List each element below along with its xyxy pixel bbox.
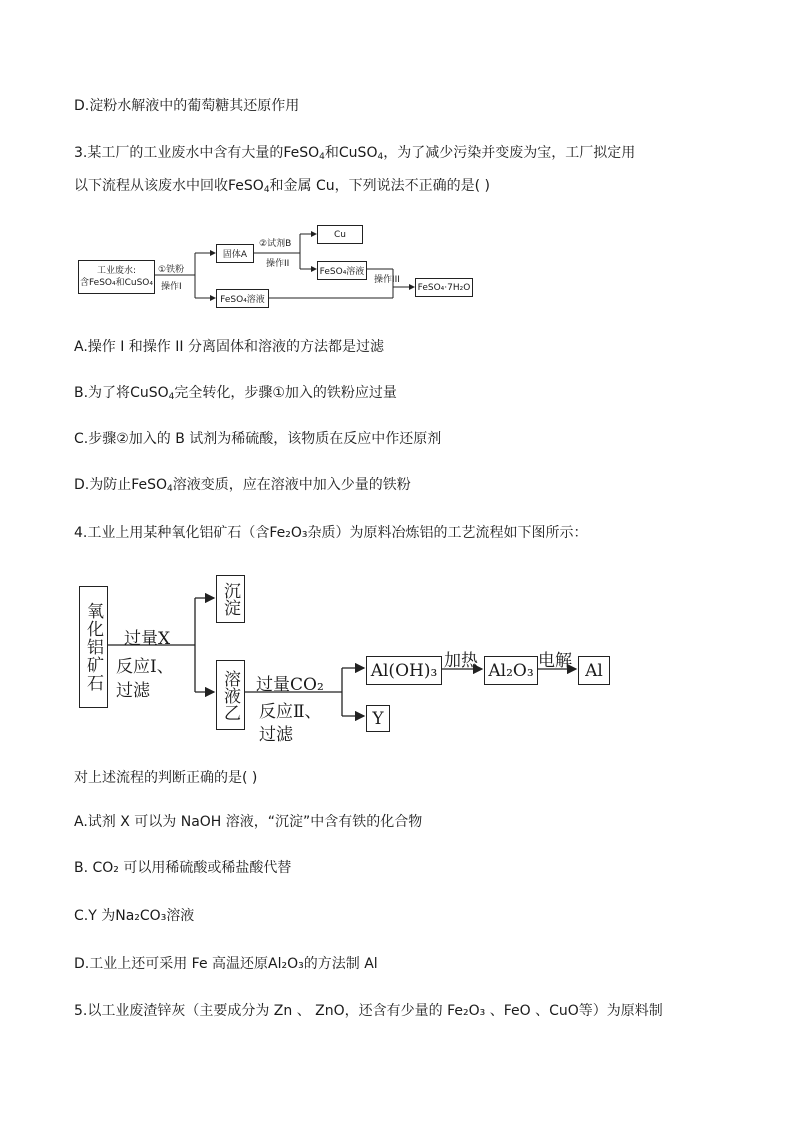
q5-stem: 5.以工业废渣锌灰（主要成分为 Zn 、 ZnO，还含有少量的 Fe₂O₃ 、FeO 、CuO等）为原料制 xyxy=(74,1003,663,1019)
q4-fe2o3: Fe₂O₃ xyxy=(269,525,308,541)
q4-stem-a: 4.工业上用某种氧化铝矿石（含 xyxy=(74,525,270,541)
q3-op2-label: 操作II xyxy=(266,259,290,269)
q4-optb-co2: B. CO₂ xyxy=(74,860,119,876)
q3-option-c: C.步骤②加入的 B 试剂为稀硫酸，该物质在反应中作还原剂 xyxy=(74,431,442,447)
q3-mid: 和 xyxy=(324,145,339,161)
q4-aloh3-box: Al(OH)₃ xyxy=(366,656,442,685)
q4-reaction2: 反应Ⅱ、 xyxy=(259,702,322,722)
q3-feso4-solution-lower: FeSO₄溶液 xyxy=(216,289,269,308)
q4-optd-c: 的方法制 Al xyxy=(303,956,378,972)
q4-optc-na2co3: Na₂CO₃ xyxy=(115,908,167,924)
q4-option-b xyxy=(74,858,291,878)
q4-reaction1: 反应Ⅰ、 xyxy=(116,657,174,677)
q3-cu-box: Cu xyxy=(317,225,363,244)
q3-option-a: A.操作 I 和操作 II 分离固体和溶液的方法都是过滤 xyxy=(74,339,384,355)
q4-y-box: Y xyxy=(366,705,390,732)
q3-stem-b: ，为了减少污染并变废为宝，工厂拟定用 xyxy=(383,145,636,161)
q4-option-a: A.试剂 X 可以为 NaOH 溶液，“沉淀”中含有铁的化合物 xyxy=(74,814,423,830)
q4-stem-b: 杂质）为原料冶炼铝的工艺流程如下图所示： xyxy=(307,525,588,541)
q4-optc-a: C.Y 为 xyxy=(74,908,116,924)
q3-optb-a: B.为了将 xyxy=(74,385,131,401)
q3-feso4-solution-upper: FeSO₄溶液 xyxy=(317,261,367,280)
q3-step2-label: ②试剂B xyxy=(259,239,292,249)
q3-stem2-a: 以下流程从该废水中回收 xyxy=(74,178,228,194)
q3-optb-b: 完全转化，步骤①加入的铁粉应过量 xyxy=(174,385,397,401)
q4-al2o3-box: Al₂O₃ xyxy=(484,656,538,685)
q4-optc-c: 溶液 xyxy=(166,908,195,924)
q4-ore-box xyxy=(79,586,108,708)
q2-option-d: D.淀粉水解液中的葡萄糖其还原作用 xyxy=(74,98,300,114)
q3-product-box: FeSO₄·7H₂O xyxy=(415,278,473,297)
q4-filter1: 过滤 xyxy=(116,681,150,701)
q3-step1-label: ①铁粉 xyxy=(158,265,185,275)
q4-precipitate-box xyxy=(216,575,245,623)
q4-al-box: Al xyxy=(578,656,610,685)
q3-op3-label: 操作III xyxy=(374,275,400,285)
q3-optd-feso4: FeSO$_4$ xyxy=(131,477,173,494)
q3-solid-a-box: 固体A xyxy=(216,244,254,263)
q4-ore-label: 氧化铝矿石 xyxy=(83,602,103,692)
q3-optd-a: D.为防止 xyxy=(74,477,132,493)
q4-option-d xyxy=(74,954,378,974)
q4-option-c xyxy=(74,906,194,926)
q3-wastewater-l2: 含FeSO₄和CuSO₄ xyxy=(79,278,154,288)
q3-feso4: FeSO$_4$ xyxy=(283,145,325,162)
q4-electrolysis-label: 电解 xyxy=(538,651,572,671)
q3-cuso4: CuSO$_4$ xyxy=(338,145,384,162)
q3-wastewater-l1: 工业废水: xyxy=(96,266,137,276)
q3-optd-b: 溶液变质，应在溶液中加入少量的铁粉 xyxy=(172,477,411,493)
q4-optd-a: D.工业上还可采用 Fe 高温还原 xyxy=(74,956,269,972)
q4-question: 对上述流程的判断正确的是( ) xyxy=(74,770,258,786)
q4-filter2: 过滤 xyxy=(259,725,293,745)
q4-excess-x: 过量X xyxy=(124,629,171,649)
q4-excess-co2: 过量CO₂ xyxy=(256,675,324,695)
q4-solution-b-box xyxy=(216,660,245,730)
q4-optb-b: 可以用稀硫酸或稀盐酸代替 xyxy=(118,860,292,876)
q4-solution-b-label: 溶液乙 xyxy=(220,669,240,721)
q4-optd-al2o3: Al₂O₃ xyxy=(268,956,304,972)
q3-stem2-b: 和金属 Cu，下列说法不正确的是( ) xyxy=(269,178,491,194)
q3-optb-cuso4: CuSO$_4$ xyxy=(130,385,175,402)
q3-feso4-2: FeSO$_4$ xyxy=(228,178,270,195)
q4-precipitate-label: 沉淀 xyxy=(220,582,240,616)
q3-stem-a: 3.某工厂的工业废水中含有大量的 xyxy=(74,145,284,161)
q4-heat-label: 加热 xyxy=(444,651,478,671)
q3-op1-label: 操作I xyxy=(161,282,182,292)
